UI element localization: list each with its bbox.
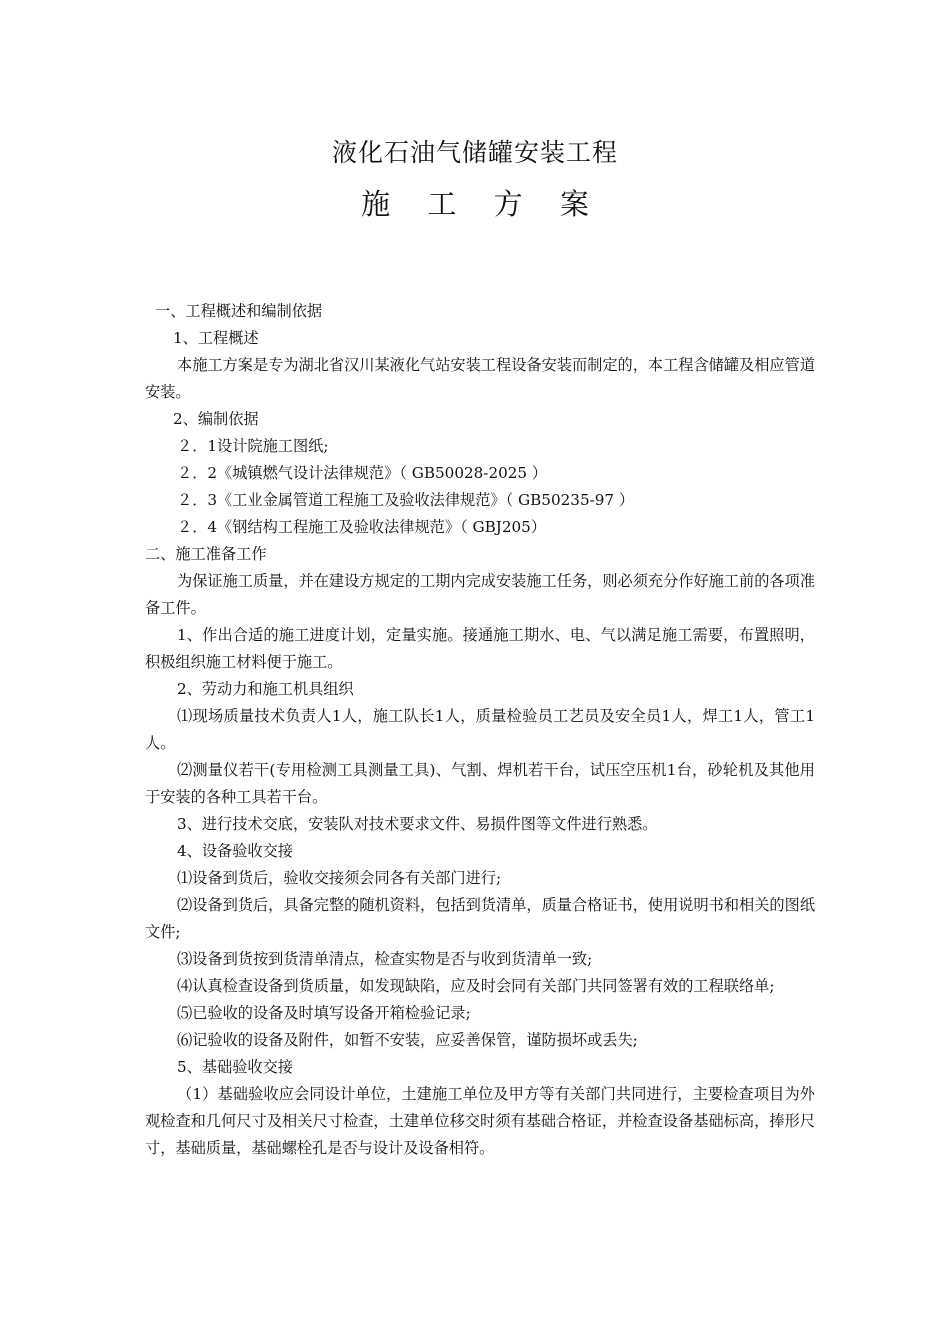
paragraph: 为保证施工质量，并在建设方规定的工期内完成安装施工任务，则必须充分作好施工前的各项准备工件。 [145, 572, 815, 617]
paragraph: 1、作出合适的施工进度计划，定量实施。接通施工期水、电、气以满足施工需要，布置照明，积极组织施工材料便于施工。 [145, 626, 815, 671]
paragraph: ⑵测量仪若干(专用检测工具测量工具)、气割、焊机若干台，试压空压机1台，砂轮机及其他用于安装的各种工具若干台。 [145, 761, 815, 806]
paragraph: 5、基础验收交接 [177, 1058, 293, 1076]
paragraph: 2、劳动力和施工机具组织 [177, 680, 354, 698]
paragraph: ⑶设备到货按到货清单清点，检查实物是否与收到货清单一致; [177, 950, 593, 968]
paragraph: 3、进行技术交底，安装队对技术要求文件、易损件图等文件进行熟悉。 [177, 815, 658, 833]
paragraph: ２．2《城镇燃气设计法律规范》（ GB50028-2025 ） [177, 464, 548, 482]
section-heading: 二、施工准备工作 [145, 545, 267, 563]
paragraph: ２．3《工业金属管道工程施工及验收法律规范》（ GB50235-97 ） [177, 491, 635, 509]
document-body [145, 298, 815, 1162]
document-subtitle: 施 工 方 案 [361, 187, 603, 221]
paragraph: 1、工程概述 [173, 329, 259, 347]
paragraph: ⑹记验收的设备及附件，如暂不安装，应妥善保管，谨防损坏或丢失; [177, 1031, 638, 1049]
paragraph: ２．1设计院施工图纸; [177, 437, 329, 455]
paragraph: ⑸已验收的设备及时填写设备开箱检验记录; [177, 1004, 471, 1022]
document-title: 液化石油气储罐安装工程 [331, 138, 618, 167]
paragraph: ⑵设备到货后，具备完整的随机资料，包括到货清单，质量合格证书，使用说明书和相关的图纸文件; [145, 896, 815, 941]
paragraph: ２．4《钢结构工程施工及验收法律规范》（ GBJ205） [177, 518, 547, 536]
paragraph: ⑴现场质量技术负责人1人，施工队长1人，质量检验员工艺员及安全员1人，焊工1人，管工1人。 [145, 707, 815, 752]
paragraph: 本施工方案是专为湖北省汉川某液化气站安装工程设备安装而制定的，本工程含储罐及相应管道安装。 [145, 356, 815, 401]
paragraph: 4、设备验收交接 [177, 842, 293, 860]
paragraph: ⑷认真检查设备到货质量，如发现缺陷，应及时会同有关部门共同签署有效的工程联络单; [177, 977, 775, 995]
paragraph: 2、编制依据 [173, 410, 259, 428]
paragraph: ⑴设备到货后，验收交接须会同各有关部门进行; [177, 869, 502, 887]
paragraph: 一、工程概述和编制依据 [155, 302, 323, 320]
paragraph: （1）基础验收应会同设计单位，土建施工单位及甲方等有关部门共同进行，主要检查项目为外观检查和几何尺寸及相关尺寸检查，土建单位移交时须有基础合格证，并检查设备基础标高，捧形尺寸，基础质量，基础螺栓孔是否与设计及设备相符。 [145, 1085, 815, 1157]
